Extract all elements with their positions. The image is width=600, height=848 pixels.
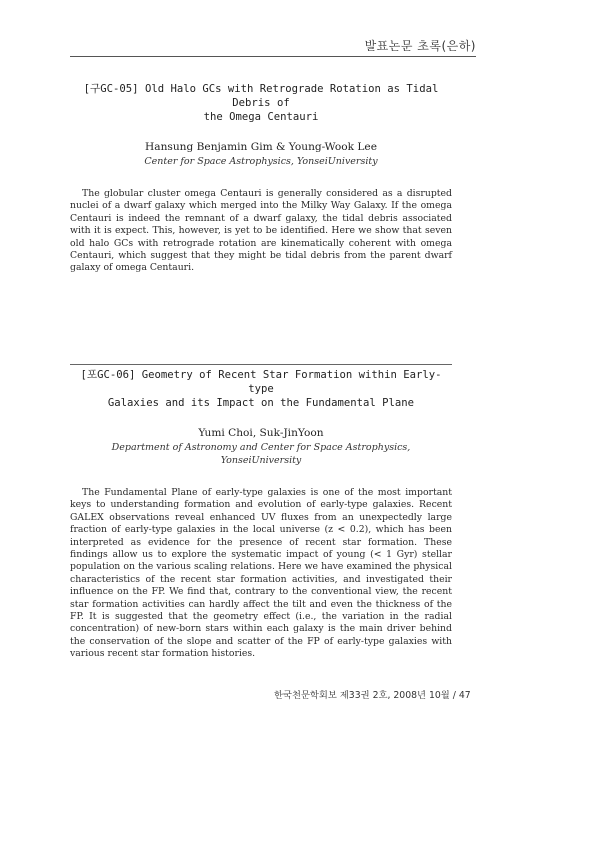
abstract-divider (70, 364, 452, 365)
abstract-title-line2: the Omega Centauri (203, 111, 319, 123)
abstract-title-line1: Geometry of Recent Star Formation within Early-type (141, 369, 442, 395)
abstract-code: [포GC-06] (80, 369, 136, 381)
abstract-gc-05 (70, 82, 452, 275)
abstract-body: The globular cluster omega Centauri is generally considered as a disrupted nuclei of a dwarf galaxy which merged into the Milky Way Galaxy. If the omega Centauri is indeed the remnant of a dwarf galaxy, the tidal debris associated with it is expect. This, however, is yet to be identified. Here we show that seven old halo GCs with retrograde rotation are kinematically coherent with omega Centauri, which suggest that they might be tidal debris from the parent dwarf galaxy of omega Centauri. (70, 188, 452, 274)
abstract-body: The Fundamental Plane of early-type galaxies is one of the most important keys to understanding formation and evolution of early-type galaxies. Recent GALEX observations reveal enhanced UV fluxes from an unexpectedly large fraction of early-type galaxies in the local universe (z < 0.2), which has been interpreted as evidence for the presence of recent star formation. These findings allow us to explore the systematic impact of young (< 1 Gyr) stellar population on the various scaling relations. Here we have examined the physical characteristics of the recent star formation activities, and investigated their influence on the FP. We find that, contrary to the conventional view, the recent star formation activities can hardly affect the tilt and even the thickness of the FP. It is suggested that the geometry effect (i.e., the variation in the radial concentration) of new-born stars within each galaxy is the main driver behind the conservation of the slope and scatter of the FP of early-type galaxies with various recent star formation histories. (70, 487, 452, 660)
abstract-affiliation: Center for Space Astrophysics, YonseiUniversity (144, 156, 378, 167)
header-divider (70, 56, 476, 57)
abstract-title-line2: Galaxies and its Impact on the Fundamental Plane (107, 397, 415, 409)
abstract-gc-06 (70, 368, 452, 661)
abstract-title-line1: Old Halo GCs with Retrograde Rotation as Tidal Debris of (144, 83, 439, 109)
abstract-affiliation: Department of Astronomy and Center for Space Astrophysics, YonseiUniversity (111, 442, 411, 466)
abstract-authors: Yumi Choi, Suk-JinYoon (198, 427, 324, 439)
abstract-authors: Hansung Benjamin Gim & Young-Wook Lee (145, 141, 377, 153)
journal-footer: 한국천문학회보 제33권 2호, 2008년 10월 / 47 (274, 690, 471, 701)
abstract-code: [구GC-05] (83, 83, 139, 95)
abstract-title (70, 82, 452, 124)
section-header-label: 발표논문 초록(은하) (364, 39, 476, 53)
abstract-title (70, 368, 452, 410)
